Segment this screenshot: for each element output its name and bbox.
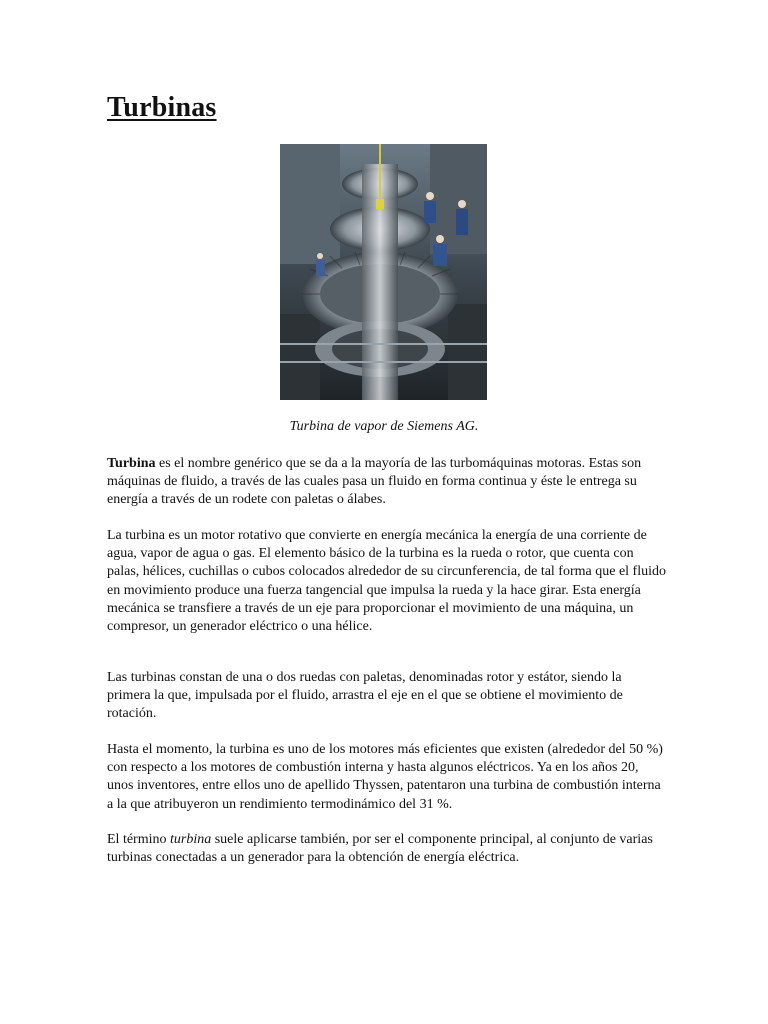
turbine-illustration: [280, 144, 487, 400]
paragraph-text: es el nombre genérico que se da a la mayoría de las turbomáquinas motoras. Estas son máquinas de fluido, a través de las cuales pasa un fluido en forma continua y éste le entrega su energía a través de un rodete con paletas o álabes.: [107, 456, 642, 508]
paragraph-rotary-motor: La turbina es un motor rotativo que convierte en energía mecánica la energía de una corriente de agua, vapor de agua o gas. El elemento básico de la turbina es la rueda o rotor, que cuenta con palas, hélices, cuchillas o cubos colocados alrededor de su circunferencia, de tal forma que el fluido en movimiento produce una fuerza tangencial que impulsa la rueda y la hace girar. Esta energía mecánica se transfiere a través de un eje para proporcionar el movimiento de una máquina, un compresor, un generador eléctrico o una hélice.: [107, 528, 666, 635]
term-turbina: Turbina: [107, 456, 156, 471]
page-title: Turbinas: [107, 92, 217, 123]
paragraph-text-before: El término: [107, 832, 170, 847]
figure-caption: Turbina de vapor de Siemens AG.: [289, 419, 479, 434]
paragraph-definition: [107, 455, 667, 510]
turbine-photo: [280, 144, 487, 400]
paragraph-rotor-stator: Las turbinas constan de una o dos ruedas con paletas, denominadas rotor y estátor, siendo la primera la que, impulsada por el fluido, arrastra el eje en el que se obtiene el movimiento de rotación.: [107, 670, 623, 722]
paragraph-text-after: suele aplicarse también, por ser el componente principal, al conjunto de varias turbinas conectadas a un generador para la obtención de energía eléctrica.: [107, 832, 653, 866]
paragraph-term-usage: [107, 831, 667, 867]
paragraph-efficiency: Hasta el momento, la turbina es uno de los motores más eficientes que existen (alrededor del 50 %) con respecto a los motores de combustión interna y hasta algunos eléctricos. Ya en los años 20, unos inventores, entre ellos uno de apellido Thyssen, patentaron una turbina de combustión interna a la que atribuyeron un rendimiento termodinámico del 31 %.: [107, 742, 663, 812]
term-turbina-italic: turbina: [170, 832, 212, 847]
